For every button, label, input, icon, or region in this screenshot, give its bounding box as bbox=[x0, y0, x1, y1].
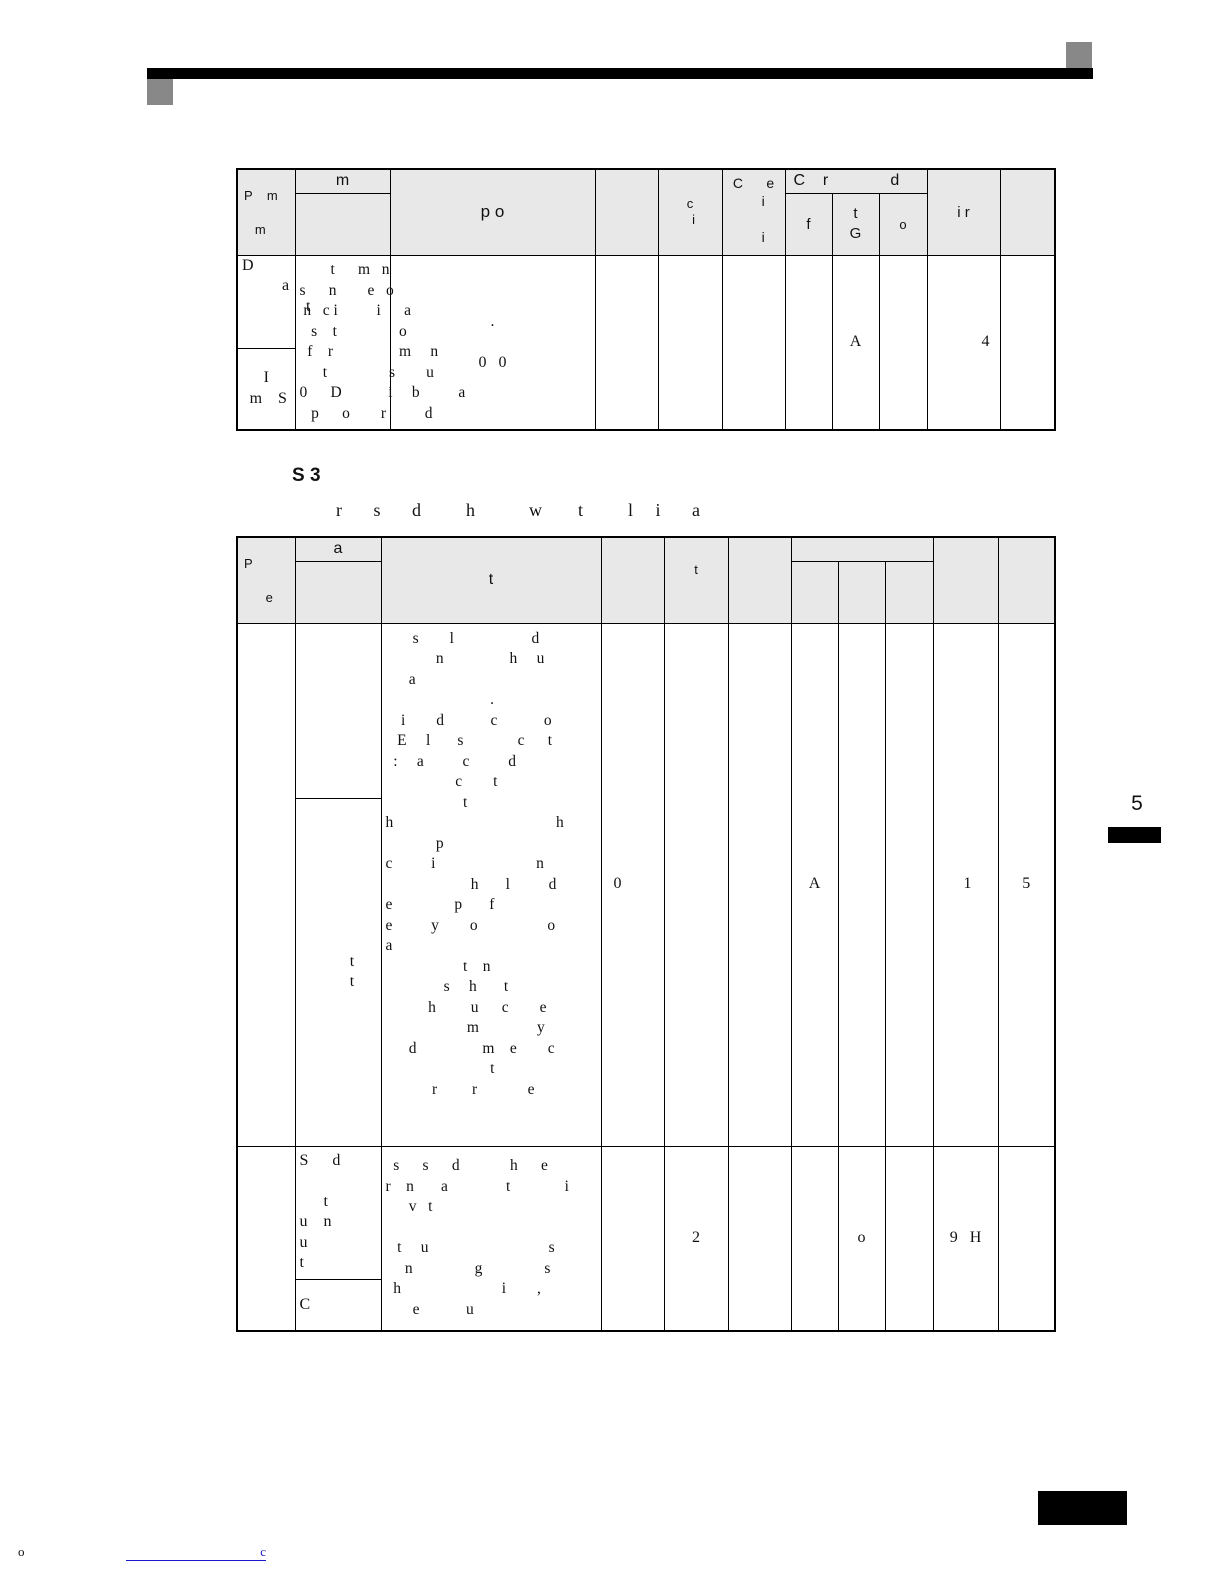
parameter-table-2 bbox=[236, 536, 1056, 1332]
header-corner-block bbox=[1066, 42, 1092, 68]
t1-header-description: p o bbox=[390, 169, 595, 255]
t2-row1-openloop bbox=[885, 623, 933, 1146]
t1-header-register: i r bbox=[927, 169, 1000, 255]
t2-row1-display: t t bbox=[295, 798, 381, 1146]
parameter-table-1 bbox=[236, 168, 1056, 431]
t2-row2-register: 9 H bbox=[933, 1146, 998, 1331]
t2-row2-vf bbox=[791, 1146, 838, 1331]
t2-row1-page: 5 bbox=[998, 623, 1055, 1146]
t2-header-open-loop bbox=[885, 561, 933, 623]
footer-text: o bbox=[18, 1544, 25, 1559]
header-left-block bbox=[147, 79, 173, 105]
t2-row1-register: 1 bbox=[933, 623, 998, 1146]
t2-header-vf-pg bbox=[838, 561, 885, 623]
t2-row2-name: S d t u n u t bbox=[295, 1146, 381, 1279]
t1-header-vf: f bbox=[785, 193, 832, 255]
t1-header-name: m bbox=[295, 169, 390, 193]
t2-header-control-methods bbox=[791, 537, 933, 561]
header-rule bbox=[147, 68, 1093, 79]
t1-param-description: t m n s n e o n c i i a s t o f r m n t s u 0 D i b a p o r d bbox=[295, 255, 390, 430]
t1-param-vfpg bbox=[785, 255, 832, 430]
t1-header-parameter: P m m bbox=[237, 169, 295, 255]
t2-row2-page bbox=[998, 1146, 1055, 1331]
t2-header-factory-setting: t bbox=[664, 537, 728, 623]
t2-row2-display: C bbox=[295, 1279, 381, 1331]
t2-header-parameter: P e bbox=[237, 537, 295, 623]
t2-header-description: t bbox=[381, 537, 601, 623]
t2-row1-range: 0 bbox=[601, 623, 664, 1146]
t2-row2-description: s s d h e r n a t i v t t u s n g s h i , e u bbox=[381, 1146, 601, 1331]
t2-header-setting-range bbox=[601, 537, 664, 623]
chapter-number: 5 bbox=[1131, 792, 1143, 815]
t1-param-range: . 0 0 bbox=[390, 255, 595, 430]
t1-header-control-methods: C r d bbox=[785, 169, 927, 193]
section-description: r s d h w t l i a bbox=[336, 500, 700, 520]
chapter-tab-marker bbox=[1108, 827, 1161, 843]
t2-row1-description bbox=[381, 623, 601, 1146]
t2-row2-factory: 2 bbox=[664, 1146, 728, 1331]
t1-header-display bbox=[295, 193, 390, 255]
t1-param-display: I m S bbox=[237, 348, 295, 430]
t1-param-page: 4 bbox=[927, 255, 1000, 430]
t2-row2-openloop bbox=[885, 1146, 933, 1331]
t2-header-display bbox=[295, 561, 381, 623]
t2-row1-change bbox=[728, 623, 791, 1146]
t2-row2-param bbox=[237, 1146, 295, 1331]
t2-row1-description-bottom: t h h p c i n h l d e p f e y o o a bbox=[385, 793, 564, 954]
t2-row1-vfpg bbox=[838, 623, 885, 1146]
t1-param-name: D a t bbox=[237, 255, 295, 348]
t2-row1-vf: A bbox=[791, 623, 838, 1146]
t1-param-access: A bbox=[832, 255, 879, 430]
t2-header-vf bbox=[791, 561, 838, 623]
t1-header-change-during-operation: C e i i bbox=[722, 169, 785, 255]
t1-header-setting-range bbox=[595, 169, 658, 255]
t2-header-name: a bbox=[295, 537, 381, 561]
t2-row2-range bbox=[601, 1146, 664, 1331]
t2-row1-param bbox=[237, 623, 295, 1146]
t2-header-change-during-operation bbox=[728, 537, 791, 623]
t2-header-page bbox=[998, 537, 1055, 623]
t1-header-open-loop: o bbox=[879, 193, 927, 255]
t2-row1-factory bbox=[664, 623, 728, 1146]
t1-param-register bbox=[879, 255, 927, 430]
t2-row1-description-top: s l d n h u a . i d c o E l s c t : a c d c t bbox=[393, 629, 553, 790]
t1-header-factory-setting: c i bbox=[658, 169, 722, 255]
footer-link[interactable]: c bbox=[126, 1544, 266, 1561]
t2-row2-change bbox=[728, 1146, 791, 1331]
t2-header-register bbox=[933, 537, 998, 623]
t1-param-change bbox=[658, 255, 722, 430]
t1-param-vf bbox=[722, 255, 785, 430]
section-title: S 3 bbox=[292, 465, 321, 486]
t2-row1-name bbox=[295, 623, 381, 798]
t1-param-factory bbox=[595, 255, 658, 430]
t2-row2-vfpg: o bbox=[838, 1146, 885, 1331]
t2-row1-description-tail: t n s h t h u c e m y d m e c t r r e bbox=[408, 957, 555, 1098]
t1-header-page bbox=[1000, 169, 1055, 255]
t1-header-vf-pg: t G bbox=[832, 193, 879, 255]
page-number-box bbox=[1038, 1491, 1127, 1525]
